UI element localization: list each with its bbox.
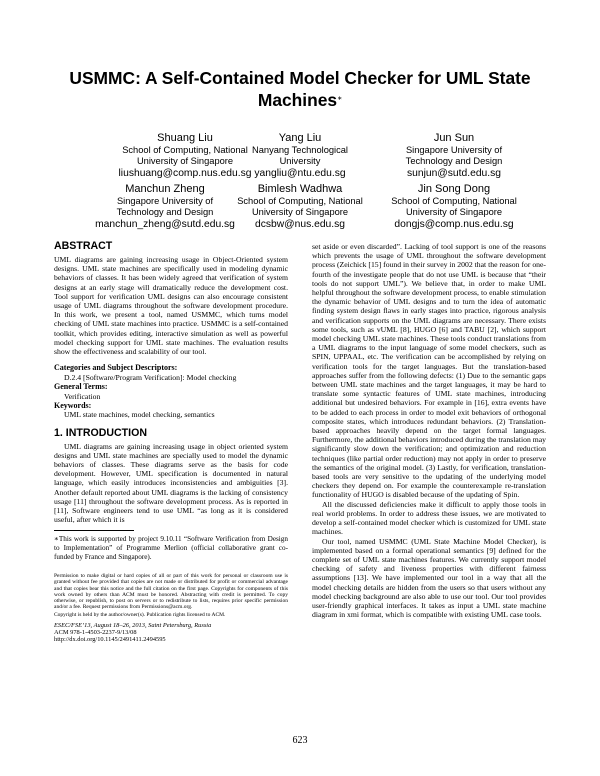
title-footnote-mark: ∗ [337, 96, 343, 102]
author-block [359, 131, 549, 180]
footnote-divider [54, 530, 134, 531]
author-affiliation: University of Singapore [136, 156, 234, 166]
conference-info [54, 622, 288, 644]
copyright-notice: Copyright is held by the author/owner(s). Publication rights licensed to ACM. [54, 612, 226, 619]
author-email[interactable]: dcsbw@nus.edu.sg [254, 219, 346, 230]
footnote-text: ∗This work is supported by project 9.10.11 “Software Verification from Design to Implementation” of Programme Merlion (official collaborative grant co-funded by France and Singapore). [54, 535, 288, 561]
author-affiliation: University [279, 156, 321, 166]
conference-isbn: ACM 978-1-4503-2237-9/13/08 [54, 629, 137, 637]
keywords-heading: Keywords: [54, 400, 92, 410]
author-affiliation: University of Singapore [405, 207, 503, 217]
abstract-heading: ABSTRACT [54, 240, 113, 252]
author-affiliation: Technology and Design [405, 156, 503, 166]
categories-heading: Categories and Subject Descriptors: [54, 363, 178, 373]
author-name: Shuang Liu [157, 132, 213, 144]
author-name: Manchun Zheng [125, 183, 205, 195]
author-name: Bimlesh Wadhwa [257, 183, 343, 195]
author-affiliation: University of Singapore [251, 207, 349, 217]
author-affiliation: Singapore University of [405, 145, 503, 155]
introduction-text: UML diagrams are gaining increasing usage in object oriented system designs and UML state machines are specially used to model the dynamic behaviors of classes. These diagrams serve as the basis for code development. However, UML specification is documented in natural language, which easily introduces inconsistencies and ambiguities [3]. Another default reported about UML diagrams is the lacking of consistency usage [11] throughout the software development process. As is reported in [11], Software engineers tend to use UML “as long as it is considered useful, after which it is [54, 441, 288, 525]
paper-title: USMMC: A Self-Contained Model Checker for UML State Machines∗ [69, 68, 531, 110]
author-name: Yang Liu [278, 132, 322, 144]
conference-doi[interactable]: http://dx.doi.org/10.1145/2491411.2494595 [54, 636, 166, 644]
body-paragraph: All the discussed deficiencies make it difficult to apply those tools in real world problems. In order to address these issues, we are motivated to develop a self-contained model checker which is customized for UML state machines. [312, 499, 546, 537]
body-paragraph: set aside or even discarded”. Lacking of tool support is one of the reasons which prevents the usage of UML throughout the software development process (Zeichick [15] found in their survey in 2002 that the reason for one-fourth of the investigate people that do not use UML is because that “their tools do not support UML”). We believe that, in order to make UML helpful throughout the software development process, to enable stimulation the dynamic behavior of UML designs and to turn the idea of automatic finding system design flaws in early stages into practice, rigorous analysis and verification supports on the UML diagrams are necessary. There exists some tools, such as vUML [8], HUGO [6] and TABU [2], which support model checking UML state machines. These tools conduct translations from a UML diagrams to the input language of some model checkers, such as SPIN, UPPAAL, etc. The verification can be accomplished by relying on verification tools for the target languages. But the translation-based approaches suffer from the following defects: (1) Due to the semantic gaps between UML state machines and the target languages, it may be hard to translate some syntactic features of UML state machines, introducing additional but undesired behaviors. For example in [16], extra events have to be added to each process in order to model exit behaviors of orthogonal composite states, which introduces redundant behaviors. (2) Translation-based approaches heavily depend on the target formal languages. Furthermore, the additional behaviors introduced during the translation may significantly slow down the verification; and optimization and reduction techniques (like partial order reduction) may not apply in order to preserve the semantics of the original model. (3) Lastly, for verification, translation-based tools are very sensitive to the updating of the underlying model checkers they depend on. For example the counterexample re-translation functionality of HUGO is disabled because of the updating of Spin. [312, 242, 546, 500]
author-email[interactable]: manchun_zheng@sutd.edu.sg [95, 219, 235, 230]
author-email[interactable]: liushuang@comp.nus.edu.sg [118, 168, 252, 179]
permission-notice: Permission to make digital or hard copies of all or part of this work for personal or classroom use is granted without fee provided that copies are not made or distributed for profit or commercial advantage and that copies bear this notice and the full citation on the first page. Copyrights for components of this work owned by others than ACM must be honored. Abstracting with credit is permitted. To copy otherwise, or republish, to post on servers or to redistribute to lists, requires prior specific permission and/or a fee. Request permissions from Permissions@acm.org. [54, 573, 288, 611]
author-affiliation: School of Computing, National [391, 196, 517, 206]
author-affiliation: School of Computing, National [237, 196, 363, 206]
author-email[interactable]: dongjs@comp.nus.edu.sg [394, 219, 514, 230]
general-terms-heading: General Terms: [54, 382, 108, 392]
keywords-text: UML state machines, model checking, semantics [64, 410, 215, 420]
author-email[interactable]: sunjun@sutd.edu.sg [406, 168, 502, 179]
categories-text: D.2.4 [Software/Program Verification]: Model checking [64, 372, 237, 382]
conference-name: ESEC/FSE’13, August 18–26, 2013, Saint Petersburg, Russia [54, 621, 212, 629]
body-paragraph: Our tool, named USMMC (UML State Machine Model Checker), is implemented based on a formal operational semantics [9] defined for the complete set of UML state machines features. We currently support model checking of safety and liveness properties with different fairness assumptions [13]. We have implemented our tool in a way that all the model checking details are hidden from the users so that users without any model checking background are also able to use our tool. Our tool provides user-friendly graphical interfaces. It takes as input a UML state machine diagram in xmi format, which is compatible with existing UML case tools. [312, 536, 546, 620]
left-column [54, 240, 288, 644]
general-terms-text: Verification [64, 391, 101, 401]
author-affiliation: Singapore University of [116, 196, 214, 206]
author-name: Jun Sun [433, 132, 475, 144]
introduction-heading: 1. INTRODUCTION [54, 426, 147, 439]
page-number: 623 [292, 735, 308, 746]
author-block [359, 182, 549, 231]
author-affiliation: Technology and Design [116, 207, 214, 217]
abstract-text: UML diagrams are gaining increasing usage in Object-Oriented system designs. UML state machines are specifically used in modeling dynamic behaviors of classes. It has been widely agreed that verification of system designs at an early stage will dramatically reduce the development cost. Tool support for verification UML designs can also encourage consistent usage of UML diagrams throughout the software development procedure. In this work, we present a tool, named USMMC, which turns model checking of UML state machines into practice. USMMC is a self-contained toolkit, which provides editing, interactive simulation as well as powerful model checking support for UML state machines. The evaluation results show the effectiveness and scalability of our tool. [54, 255, 288, 357]
author-email[interactable]: yangliu@ntu.edu.sg [254, 168, 346, 179]
right-column [312, 242, 546, 619]
author-affiliation: School of Computing, National [122, 145, 248, 155]
author-name: Jin Song Dong [417, 183, 491, 195]
author-affiliation: Nanyang Technological [252, 145, 348, 155]
